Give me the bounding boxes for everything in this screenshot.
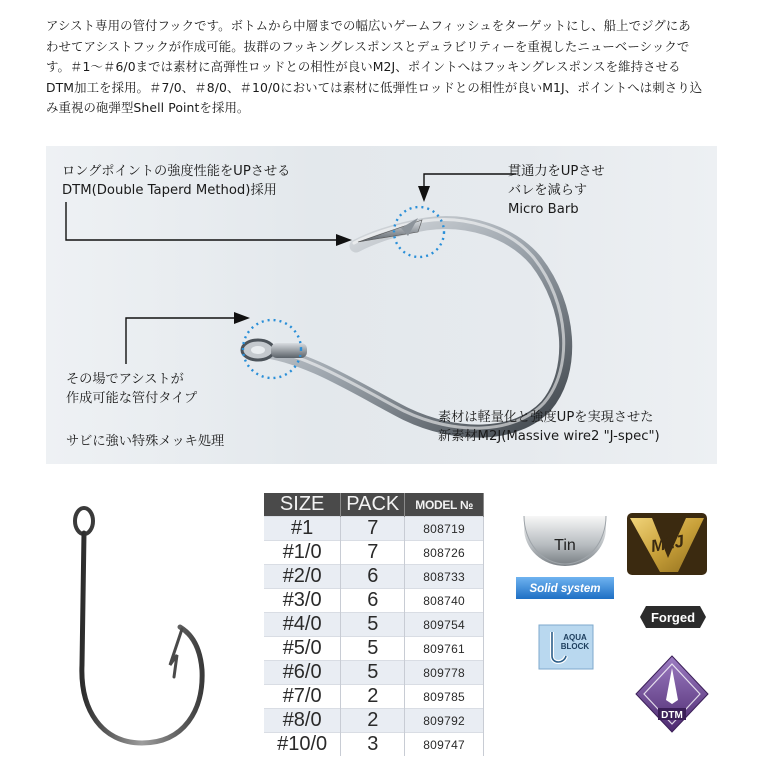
callout-line: ロングポイントの強度性能をUPさせる: [62, 164, 291, 179]
pack-cell: 6: [341, 565, 405, 589]
model-cell: 809778: [405, 661, 484, 685]
callout-line: 作成可能な管付タイプ: [66, 391, 198, 406]
forged-badge: [638, 602, 708, 632]
model-cell: 809747: [405, 733, 484, 757]
table-row: [264, 661, 484, 685]
callout-line: DTM(Double Taperd Method)採用: [62, 183, 277, 198]
size-cell: #3/0: [264, 589, 341, 613]
model-cell: 809761: [405, 637, 484, 661]
table-row: [264, 589, 484, 613]
dtm-label: DTM: [661, 710, 683, 721]
description-line: す。＃1〜＃6/0までは素材に高弾性ロッドとの相性が良いM2J、ポイントへはフッキングレスポンスを維持させる: [46, 59, 681, 74]
solid-system-badge: [516, 577, 614, 599]
callout-line: 新素材M2J(Massive wire2 "J-spec"): [438, 429, 660, 444]
pack-cell: 5: [341, 661, 405, 685]
pack-cell: 7: [341, 517, 405, 541]
size-cell: #7/0: [264, 685, 341, 709]
size-cell: #5/0: [264, 637, 341, 661]
table-row: [264, 565, 484, 589]
description-line: DTM加工を採用。＃7/0、＃8/0、＃10/0においては素材に低弾性ロッドとの相性が良いM1J、ポイントへは刺さり込: [46, 79, 703, 95]
hook-photo: [62, 505, 222, 755]
size-cell: #2/0: [264, 565, 341, 589]
m2j-badge: [626, 512, 708, 576]
size-cell: #1: [264, 517, 341, 541]
block-label: BLOCK: [560, 642, 590, 651]
pack-cell: 7: [341, 541, 405, 565]
description-line: み重視の砲弾型Shell Pointを採用。: [46, 100, 250, 115]
callout-line: 素材は軽量化と強度UPを実現させた: [438, 410, 654, 425]
model-cell: 809754: [405, 613, 484, 637]
description-line: わせてアシストフックが作成可能。抜群のフッキングレスポンスとデュラビリティーを重視したニューベーシックで: [46, 38, 690, 54]
pack-cell: 3: [341, 733, 405, 757]
dtm-badge: [634, 654, 710, 734]
callout-line: その場でアシストが: [66, 372, 184, 387]
hook-shank: [258, 223, 566, 432]
model-cell: 808740: [405, 589, 484, 613]
table-row: [264, 637, 484, 661]
table-row: [264, 733, 484, 757]
model-cell: 808719: [405, 517, 484, 541]
tin-label: Tin: [554, 537, 576, 554]
table-row: [264, 709, 484, 733]
callout-line: Micro Barb: [508, 202, 579, 217]
callout-line: バレを減らす: [508, 183, 588, 198]
forged-label: Forged: [650, 610, 696, 625]
size-cell: #4/0: [264, 613, 341, 637]
pack-column-header: PACK: [341, 493, 405, 517]
model-cell: 808726: [405, 541, 484, 565]
size-cell: #10/0: [264, 733, 341, 757]
size-cell: #8/0: [264, 709, 341, 733]
dtm-callout: [62, 162, 290, 200]
table-row: [264, 517, 484, 541]
size-cell: #6/0: [264, 661, 341, 685]
eye-callout: [66, 370, 197, 408]
barb-callout: [508, 162, 605, 219]
table-row: [264, 685, 484, 709]
model-column-header: MODEL №: [405, 493, 484, 517]
callout-line: 貫通力をUPさせ: [508, 164, 605, 179]
eye-arrow: [126, 318, 236, 364]
size-column-header: SIZE: [264, 493, 341, 517]
feature-diagram: [46, 146, 717, 464]
m2j-label: M2J: [649, 531, 686, 556]
barb-arrow: [424, 174, 516, 188]
size-cell: #1/0: [264, 541, 341, 565]
material-callout: [438, 408, 660, 446]
tin-badge: [522, 514, 608, 566]
table-row: [264, 613, 484, 637]
table-row: [264, 541, 484, 565]
aqua-label: AQUA: [563, 633, 587, 642]
description-line: アシスト専用の管付フックです。ボトムから中層までの幅広いゲームフィッシュをターゲットにし、船上でジグにあ: [46, 18, 691, 33]
solid-system-label: Solid system: [529, 583, 601, 595]
aqua-block-badge: [538, 624, 594, 670]
model-cell: 808733: [405, 565, 484, 589]
model-cell: 809785: [405, 685, 484, 709]
spec-table: [264, 493, 484, 756]
dtm-arrow: [66, 202, 338, 240]
pack-cell: 2: [341, 709, 405, 733]
plating-callout: サビに強い特殊メッキ処理: [66, 434, 225, 449]
pack-cell: 6: [341, 589, 405, 613]
pack-cell: 5: [341, 637, 405, 661]
pack-cell: 5: [341, 613, 405, 637]
product-description: [46, 16, 736, 119]
pack-cell: 2: [341, 685, 405, 709]
table-header-row: [264, 493, 484, 517]
model-cell: 809792: [405, 709, 484, 733]
